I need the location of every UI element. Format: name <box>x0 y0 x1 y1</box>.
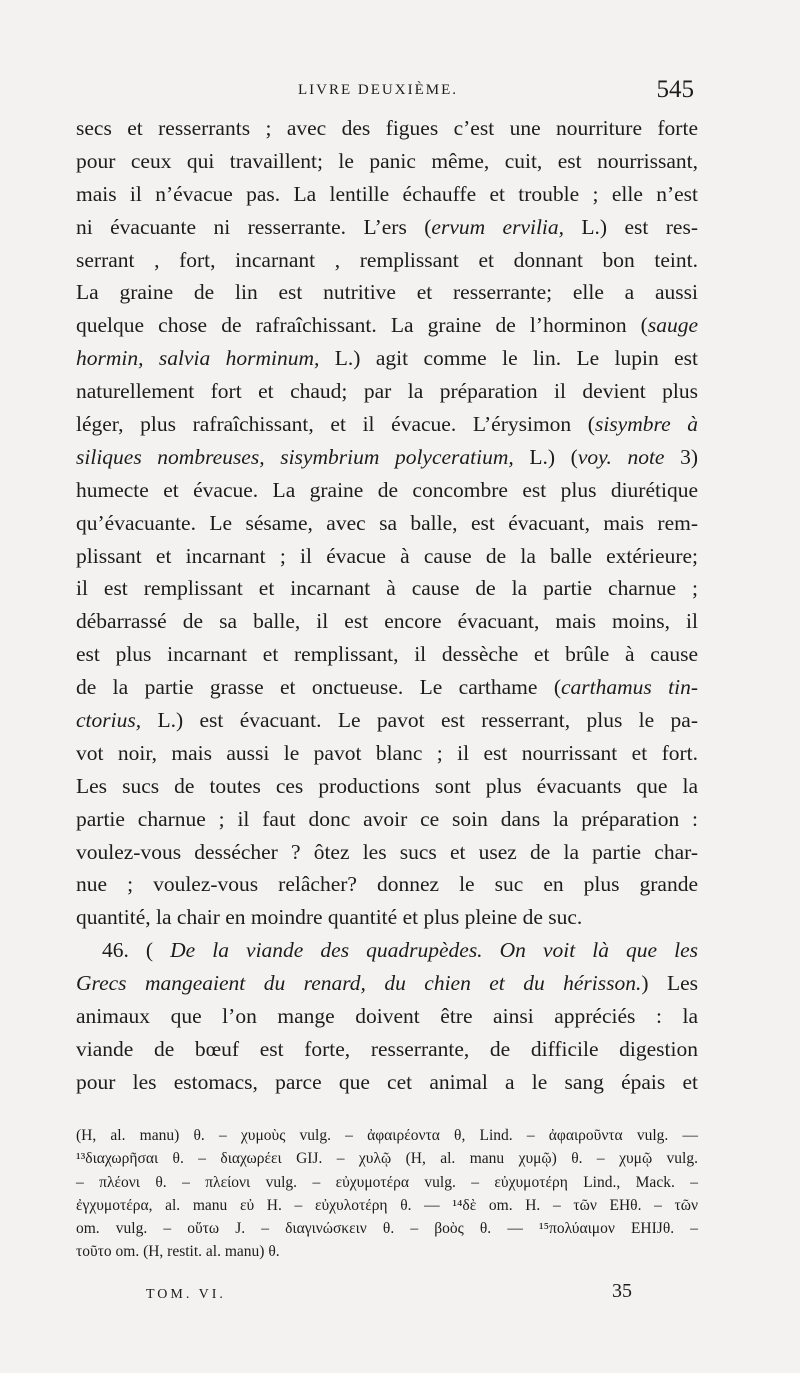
text-line <box>76 408 698 441</box>
text-line <box>76 474 698 507</box>
text-line <box>76 737 698 770</box>
footnote-line: (H, al. manu) θ. – χυμοὺς vulg. – ἀφαιρέοντα θ, Lind. – ἀφαιροῦντα vulg. — <box>76 1127 698 1144</box>
text-segment: viande de bœuf est forte, resserrante, de difficile digestion <box>76 1036 698 1061</box>
text-line <box>76 244 698 277</box>
page-number: 545 <box>656 76 694 103</box>
text-segment: qu’évacuante. Le sésame, avec sa balle, est évacuant, mais rem- <box>76 510 698 535</box>
text-line <box>76 770 698 803</box>
text-line <box>76 671 698 704</box>
text-segment: L.) agit comme le lin. Le lupin est <box>319 346 698 371</box>
text-line <box>76 605 698 638</box>
footnotes <box>76 1124 698 1264</box>
footnote-line: τοῦτο om. (H, restit. al. manu) θ. <box>76 1243 280 1261</box>
text-segment: débarrassé de sa balle, il est encore évacuant, mais moins, il <box>76 609 698 634</box>
text-segment: La graine de lin est nutritive et resserrante; elle a aussi <box>76 280 698 305</box>
italic-segment: De la viande des quadrupèdes. On voit là que les <box>170 938 698 963</box>
italic-segment: siliques nombreuses, sisymbrium polyceratium, <box>76 444 514 469</box>
text-line <box>76 112 698 145</box>
text-line <box>76 276 698 309</box>
text-line <box>76 540 698 573</box>
text-segment: Les sucs de toutes ces productions sont plus évacuants que la <box>76 773 698 798</box>
text-segment: 3) <box>664 444 699 469</box>
text-segment: secs et resserrants ; avec des figues c’est une nourriture forte <box>76 116 698 140</box>
text-segment: L.) est res- <box>564 214 698 239</box>
text-segment: vot noir, mais aussi le pavot blanc ; il est nourrissant et fort. <box>76 740 698 765</box>
text-segment: léger, plus rafraîchissant, et il évacue. L’érysimon ( <box>76 412 595 437</box>
text-segment: L.) ( <box>513 444 578 469</box>
text-segment: pour ceux qui travaillent; le panic même, cuit, est nourrissant, <box>76 148 698 173</box>
text-line <box>76 901 698 934</box>
italic-segment: Grecs mangeaient du renard, du chien et du hérisson. <box>76 971 642 996</box>
text-segment: mais il n’évacue pas. La lentille échauffe et trouble ; elle n’est <box>76 181 698 206</box>
text-segment: 46. ( <box>102 938 171 963</box>
italic-segment: sisymbre à <box>594 412 698 437</box>
signature-mark: TOM. VI. <box>146 1287 226 1302</box>
italic-segment: voy. note <box>577 444 665 469</box>
text-segment: il est remplissant et incarnant à cause de la partie charnue ; <box>76 576 698 601</box>
footnote-line: ἐγχυμοτέρα, al. manu εὐ H. – εὐχυλοτέρη θ. — ¹⁴δὲ om. H. – τῶν EHθ. – τῶν <box>76 1196 698 1214</box>
text-segment: de la partie grasse et onctueuse. Le carthame ( <box>76 675 561 700</box>
text-line <box>76 375 698 408</box>
text-line <box>76 704 698 737</box>
text-segment: nue ; voulez-vous relâcher? donnez le suc en plus grande <box>76 872 698 897</box>
text-line <box>76 342 698 375</box>
text-line <box>76 1000 698 1033</box>
text-segment: quantité, la chair en moindre quantité et plus pleine de suc. <box>76 905 583 930</box>
text-segment: naturellement fort et chaud; par la préparation il devient plus <box>76 379 698 404</box>
text-line <box>76 868 698 901</box>
running-title: LIVRE DEUXIÈME. <box>298 82 458 98</box>
text-line <box>76 309 698 342</box>
italic-segment: hormin, salvia horminum, <box>76 346 320 371</box>
text-segment: partie charnue ; il faut donc avoir ce soin dans la préparation : <box>76 806 698 831</box>
footnote-line: om. vulg. – οὕτω J. – διαγινώσκειν θ. – βοὸς θ. — ¹⁵πολύαιμον EHIJθ. – <box>76 1220 698 1238</box>
italic-segment: ctorius, <box>76 708 142 733</box>
italic-segment: carthamus tin- <box>560 675 698 700</box>
text-line <box>76 211 698 244</box>
text-segment: serrant , fort, incarnant , remplissant et donnant bon teint. <box>76 247 698 272</box>
text-segment: ni évacuante ni resserrante. L’ers ( <box>76 214 432 239</box>
text-line <box>76 178 698 211</box>
text-line <box>76 934 698 967</box>
running-head <box>0 78 800 108</box>
text-line <box>76 638 698 671</box>
footnote-line: ¹³διαχωρῆσαι θ. – διαχωρέει GIJ. – χυλῷ (H, al. manu χυμῷ) θ. – χυμῷ vulg. <box>76 1150 698 1168</box>
footnote-line: – πλέονι θ. – πλείονι vulg. – εὐχυμοτέρα vulg. – εὐχυμοτέρη Lind., Mack. – <box>76 1173 698 1191</box>
text-segment: animaux que l’on mange doivent être ainsi appréciés : la <box>76 1004 698 1029</box>
text-segment: L.) est évacuant. Le pavot est resserrant, plus le pa- <box>141 708 698 733</box>
text-segment: pour les estomacs, parce que cet animal a le sang épais et <box>76 1069 698 1094</box>
text-segment: voulez-vous dessécher ? ôtez les sucs et usez de la partie char- <box>76 839 698 864</box>
text-line <box>76 572 698 605</box>
text-line <box>76 1033 698 1066</box>
italic-segment: sauge <box>647 313 698 338</box>
text-line <box>76 441 698 474</box>
text-segment: est plus incarnant et remplissant, il dessèche et brûle à cause <box>76 642 698 667</box>
text-line <box>76 1066 698 1099</box>
text-line <box>76 145 698 178</box>
text-line <box>76 507 698 540</box>
text-segment: ) Les <box>641 971 699 996</box>
text-line <box>76 803 698 836</box>
folio-number: 35 <box>612 1280 632 1302</box>
text-segment: plissant et incarnant ; il évacue à cause de la balle extérieure; <box>76 543 698 568</box>
text-line <box>76 967 698 1000</box>
text-segment: humecte et évacue. La graine de concombre est plus diurétique <box>76 477 698 502</box>
italic-segment: ervum ervilia, <box>431 214 565 239</box>
body-text <box>76 112 698 1099</box>
text-line <box>76 836 698 869</box>
text-segment: quelque chose de rafraîchissant. La graine de l’horminon ( <box>76 313 648 338</box>
